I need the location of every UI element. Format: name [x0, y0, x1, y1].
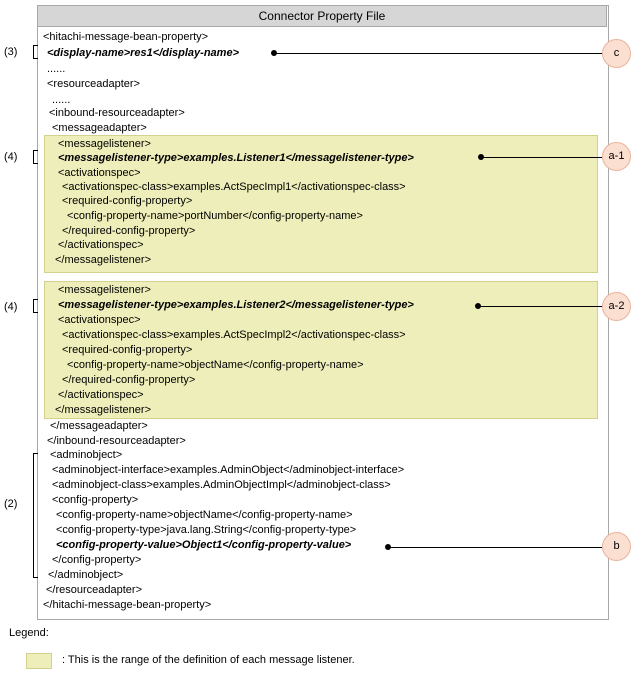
- code-line: </required-config-property>: [62, 225, 196, 237]
- callout-b: b: [602, 532, 631, 561]
- connector-line-a2: [478, 306, 602, 307]
- legend-text: : This is the range of the definition of each message listener.: [62, 654, 355, 666]
- code-line: ......: [52, 94, 71, 106]
- code-line: <config-property-name>objectName</config-property-name>: [67, 359, 364, 371]
- code-line-listener-type-2: <messagelistener-type>examples.Listener2</messagelistener-type>: [58, 299, 414, 311]
- code-line: <messagelistener>: [58, 138, 151, 150]
- bracket-2: [33, 453, 38, 578]
- code-line: </hitachi-message-bean-property>: [43, 599, 212, 611]
- code-line: ......: [47, 63, 66, 75]
- code-line: </activationspec>: [58, 389, 144, 401]
- code-line: <hitachi-message-bean-property>: [43, 31, 209, 43]
- connector-line-b: [388, 547, 602, 548]
- code-line: </required-config-property>: [62, 374, 196, 386]
- code-line: <config-property-name>objectName</config-property-name>: [56, 509, 353, 521]
- code-line: <adminobject>: [50, 449, 123, 461]
- code-line: <activationspec-class>examples.ActSpecImpl2</activationspec-class>: [62, 329, 406, 341]
- code-line: <activationspec>: [58, 167, 141, 179]
- bracket-4-second: [33, 299, 38, 313]
- code-line-listener-type-1: <messagelistener-type>examples.Listener1</messagelistener-type>: [58, 152, 414, 164]
- code-line: <required-config-property>: [62, 195, 193, 207]
- legend-title: Legend:: [9, 627, 49, 639]
- bracket-4-first: [33, 150, 38, 164]
- code-line: </config-property>: [52, 554, 142, 566]
- code-line-display-name: <display-name>res1</display-name>: [47, 47, 239, 59]
- bracket-3: [33, 45, 38, 59]
- code-line: <config-property>: [52, 494, 139, 506]
- code-line: <activationspec-class>examples.ActSpecImpl1</activationspec-class>: [62, 181, 406, 193]
- code-line: <resourceadapter>: [47, 78, 140, 90]
- code-line: </messagelistener>: [55, 254, 151, 266]
- section-number-2: (2): [4, 498, 18, 510]
- callout-c: c: [602, 39, 631, 68]
- section-number-4-first: (4): [4, 151, 18, 163]
- code-line: </messagelistener>: [55, 404, 151, 416]
- section-number-4-second: (4): [4, 301, 18, 313]
- code-line: <config-property-name>portNumber</config-property-name>: [67, 210, 363, 222]
- code-line-config-value: <config-property-value>Object1</config-property-value>: [56, 539, 352, 551]
- code-line: <adminobject-class>examples.AdminObjectImpl</adminobject-class>: [52, 479, 391, 491]
- code-line: </adminobject>: [48, 569, 124, 581]
- section-number-3: (3): [4, 46, 18, 58]
- code-line: <inbound-resourceadapter>: [49, 107, 185, 119]
- file-title: Connector Property File: [37, 5, 607, 27]
- code-line: <required-config-property>: [62, 344, 193, 356]
- callout-a1: a-1: [602, 142, 631, 171]
- code-line: <activationspec>: [58, 314, 141, 326]
- legend-swatch: [26, 653, 52, 669]
- code-line: </resourceadapter>: [46, 584, 143, 596]
- code-line: </messageadapter>: [50, 420, 148, 432]
- code-line: </inbound-resourceadapter>: [47, 435, 186, 447]
- callout-a2: a-2: [602, 292, 631, 321]
- code-line: <config-property-type>java.lang.String</config-property-type>: [56, 524, 357, 536]
- code-line: <messagelistener>: [58, 284, 151, 296]
- code-line: </activationspec>: [58, 239, 144, 251]
- connector-line-c: [274, 53, 602, 54]
- connector-line-a1: [481, 157, 602, 158]
- code-line: <adminobject-interface>examples.AdminObject</adminobject-interface>: [52, 464, 405, 476]
- code-line: <messageadapter>: [52, 122, 147, 134]
